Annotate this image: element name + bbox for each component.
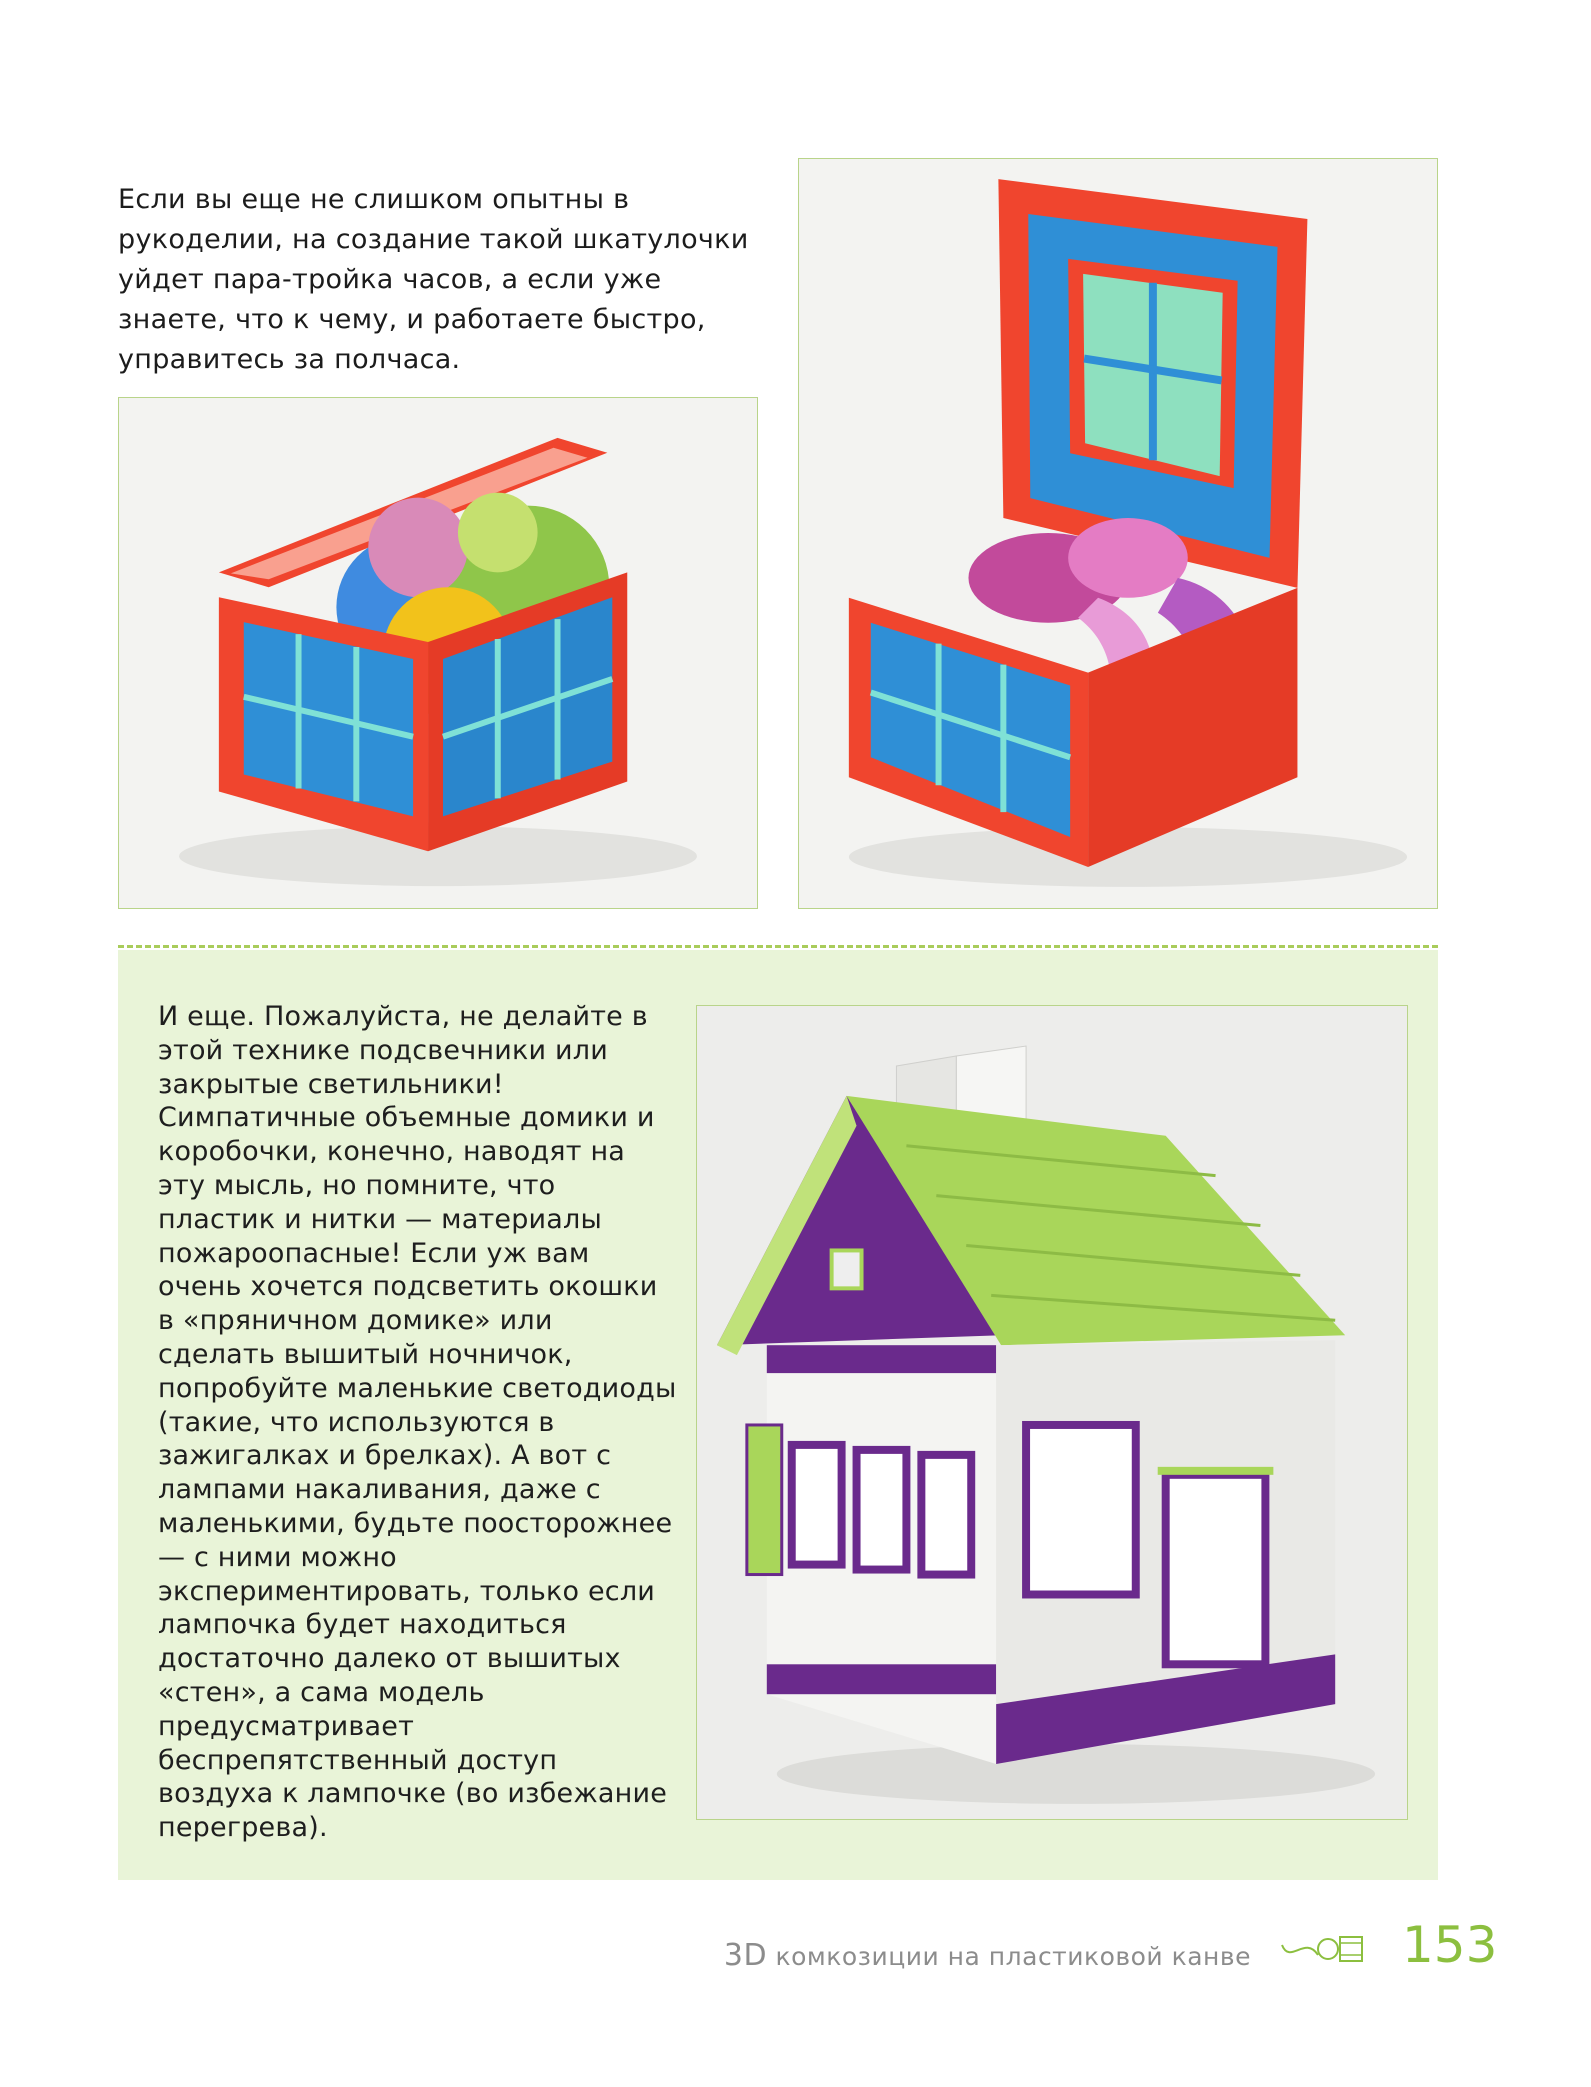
photo-yarn-box <box>118 397 758 909</box>
intro-paragraph: Если вы еще не слишком опытны в рукоделии, на создание такой шкатулочки уйдет пара-тройка часов, а если уже знаете, что к чему, и работаете быстро, управитесь за полчаса. <box>118 184 749 375</box>
thread-spool-icon <box>1280 1925 1370 1975</box>
dashed-divider <box>118 945 1438 948</box>
photo-thread-box <box>798 158 1438 909</box>
footer-prefix: 3D <box>723 1938 768 1973</box>
page-number: 153 <box>1402 1916 1498 1974</box>
running-footer-title <box>724 1938 1251 1973</box>
house-illustration <box>697 1006 1407 1819</box>
safety-note: И еще. Пожалуйста, не делайте в этой технике подсвечники или закрытые светильники! Симпатичные объемные домики и коробочки, конечно, наводят на эту мысль, но помните, что пластик и нитки — материалы пожароопасные! Если уж вам очень хочется подсветить окошки в «пряничном домике» или сделать вышитый ночничок, попробуйте маленькие светодиоды (такие, что используются в зажигалках и брелках). А вот с лампами накаливания, даже с маленькими, будьте поосторожнее — с ними можно экспериментировать, только если лампочка будет находиться достаточно далеко от вышитых «стен», а сама модель предусматривает беспрепятственный доступ воздуха к лампочке (во избежание перегрева). <box>158 1001 677 1844</box>
photo-house <box>696 1005 1408 1820</box>
footer-title-text: комкозиции на пластиковой канве <box>775 1942 1251 1971</box>
yarn-box-illustration <box>119 398 757 908</box>
thread-box-illustration <box>799 159 1437 908</box>
